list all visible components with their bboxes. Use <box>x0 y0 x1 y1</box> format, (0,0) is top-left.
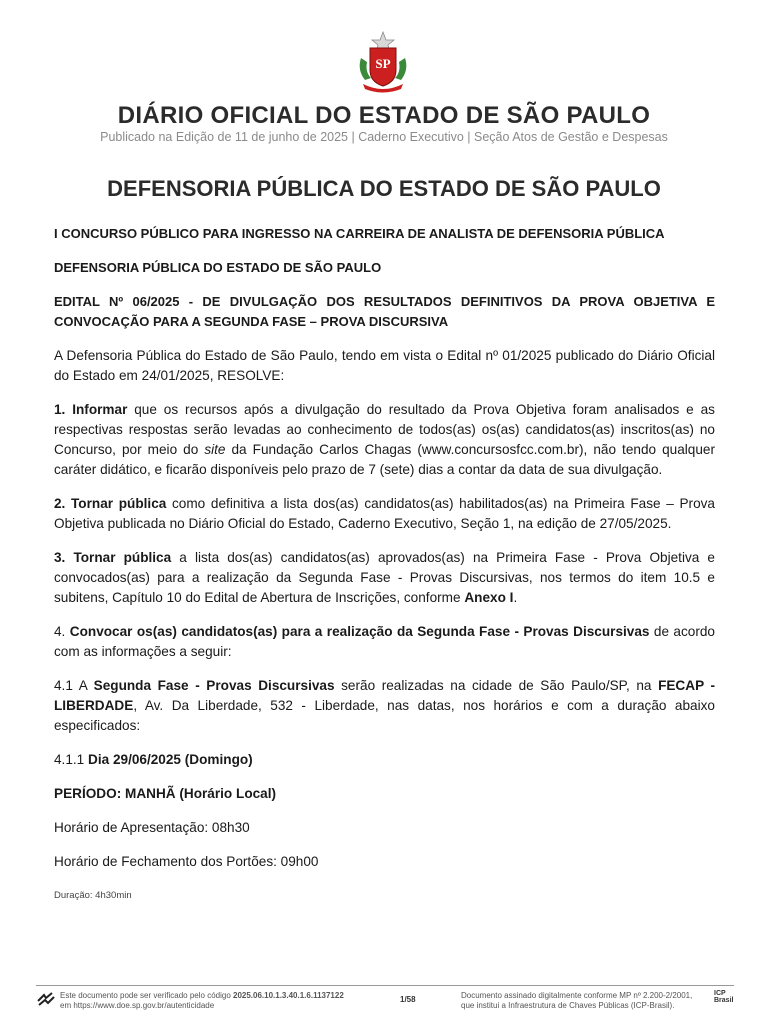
item-4-1-venue: FECAP - LIBERDADE <box>54 678 715 713</box>
item-4-number: 4. <box>54 624 70 639</box>
exam-date: Dia 29/06/2025 (Domingo) <box>88 752 253 767</box>
item-4-1-text-a: serão realizadas na cidade de São Paulo/SP, na <box>334 678 659 693</box>
duration: Duração: 4h30min <box>54 890 132 901</box>
item-1-site: site <box>204 442 226 457</box>
gates-closing-time: Horário de Fechamento dos Portões: 09h00 <box>54 854 319 869</box>
item-1-text-c: ), não tendo qualquer caráter didático, e ficarão disponíveis pelo prazo de 7 (sete) dias a contar da data de sua divulgação. <box>54 442 715 477</box>
item-4 <box>54 622 715 662</box>
verify-prefix: Este documento pode ser verificado pelo código <box>60 991 233 1000</box>
org-title: DEFENSORIA PÚBLICA DO ESTADO DE SÃO PAULO <box>107 176 661 201</box>
item-3-end: . <box>513 590 518 605</box>
verification-url[interactable]: em https://www.doe.sp.gov.br/autenticidade <box>60 1001 215 1010</box>
digital-signature-notice <box>461 991 716 1011</box>
verification-logo-icon <box>36 991 56 1009</box>
verification-text <box>60 991 390 1011</box>
document-body <box>54 224 715 920</box>
item-4-1-1-number: 4.1.1 <box>54 752 89 767</box>
page-number: 1/58 <box>400 995 416 1004</box>
item-4-1-number: 4.1 A <box>54 678 94 693</box>
item-2-lead: 2. Tornar pública <box>54 496 167 511</box>
page-footer <box>36 985 734 1016</box>
edital-title: EDITAL Nº 06/2025 - DE DIVULGAÇÃO DOS RESULTADOS DEFINITIVOS DA PROVA OBJETIVA E CONVOCAÇÃO PARA A SEGUNDA FASE – PROVA DISCURSIVA <box>54 294 715 329</box>
item-4-1-text-b: , Av. Da Liberdade, 532 - Liberdade, nas datas, nos horários e com a duração abaixo especificados: <box>54 698 715 733</box>
signature-line-2: que institui a Infraestrutura de Chaves Públicas (ICP-Brasil). <box>461 1001 675 1010</box>
journal-title: DIÁRIO OFICIAL DO ESTADO DE SÃO PAULO <box>117 102 651 129</box>
item-4-1 <box>54 676 715 736</box>
verification-code: 2025.06.10.1.3.40.1.6.1137122 <box>233 991 344 1000</box>
presentation-time: Horário de Apresentação: 08h30 <box>54 820 250 835</box>
crest-text: SP <box>375 56 391 71</box>
item-3-lead: 3. Tornar pública <box>54 550 172 565</box>
item-1-url[interactable]: www.concursosfcc.com.br <box>421 442 579 457</box>
item-1-lead: 1. Informar <box>54 402 128 417</box>
item-4-1-phase: Segunda Fase - Provas Discursivas <box>93 678 335 693</box>
icp-logo-bottom: Brasil <box>714 997 734 1004</box>
contest-title: I CONCURSO PÚBLICO PARA INGRESSO NA CARREIRA DE ANALISTA DE DEFENSORIA PÚBLICA <box>54 226 665 241</box>
item-3 <box>54 548 715 608</box>
signature-line-1: Documento assinado digitalmente conforme MP nº 2.200-2/2001, <box>461 991 693 1000</box>
annex-reference: Anexo I <box>464 590 514 605</box>
item-2-text: como definitiva a lista dos(as) candidatos(as) habilitados(as) na Primeira Fase – Prova Objetiva publicada no Diário Oficial do Estado, Caderno Executivo, Seção 1, na edição de 27/05/2025. <box>54 496 715 531</box>
item-3-text: a lista dos(as) candidatos(as) aprovados(as) na Primeira Fase - Prova Objetiva e convocados(as) para a realização da Segunda Fase - Provas Discursivas, nos termos do item 10.5 e subitens, Capítulo 10 do Edital de Abertura de Inscrições, conforme <box>54 550 715 605</box>
item-1-text-a: que os recursos após a divulgação do resultado da Prova Objetiva foram analisados e as respectivas respostas serão levadas ao conhecimento de todos(as) os(as) candidatos(as) inscritos(as) no Concurso, por meio do <box>54 402 715 457</box>
intro-paragraph: A Defensoria Pública do Estado de São Paulo, tendo em vista o Edital nº 01/2025 publicado do Diário Oficial do Estado em 24/01/2025, RESOLVE: <box>54 348 715 383</box>
journal-subtitle: Publicado na Edição de 11 de junho de 2025 | Caderno Executivo | Seção Atos de Gestão e Despesas <box>100 130 668 144</box>
sao-paulo-coat-of-arms-icon <box>353 30 413 94</box>
item-2 <box>54 494 715 534</box>
icp-logo-top: ICP <box>714 990 726 997</box>
icp-brasil-logo-icon <box>714 990 734 1012</box>
org-line: DEFENSORIA PÚBLICA DO ESTADO DE SÃO PAULO <box>54 260 382 275</box>
item-1 <box>54 400 715 480</box>
item-1-text-b: da Fundação Carlos Chagas ( <box>225 442 422 457</box>
item-4-lead: Convocar os(as) candidatos(as) para a realização da Segunda Fase - Provas Discursivas <box>69 624 650 639</box>
item-4-1-1 <box>54 750 715 770</box>
period-label: PERÍODO: MANHÃ (Horário Local) <box>54 786 277 801</box>
item-4-text: de acordo com as informações a seguir: <box>54 624 715 659</box>
period-line <box>54 784 715 804</box>
